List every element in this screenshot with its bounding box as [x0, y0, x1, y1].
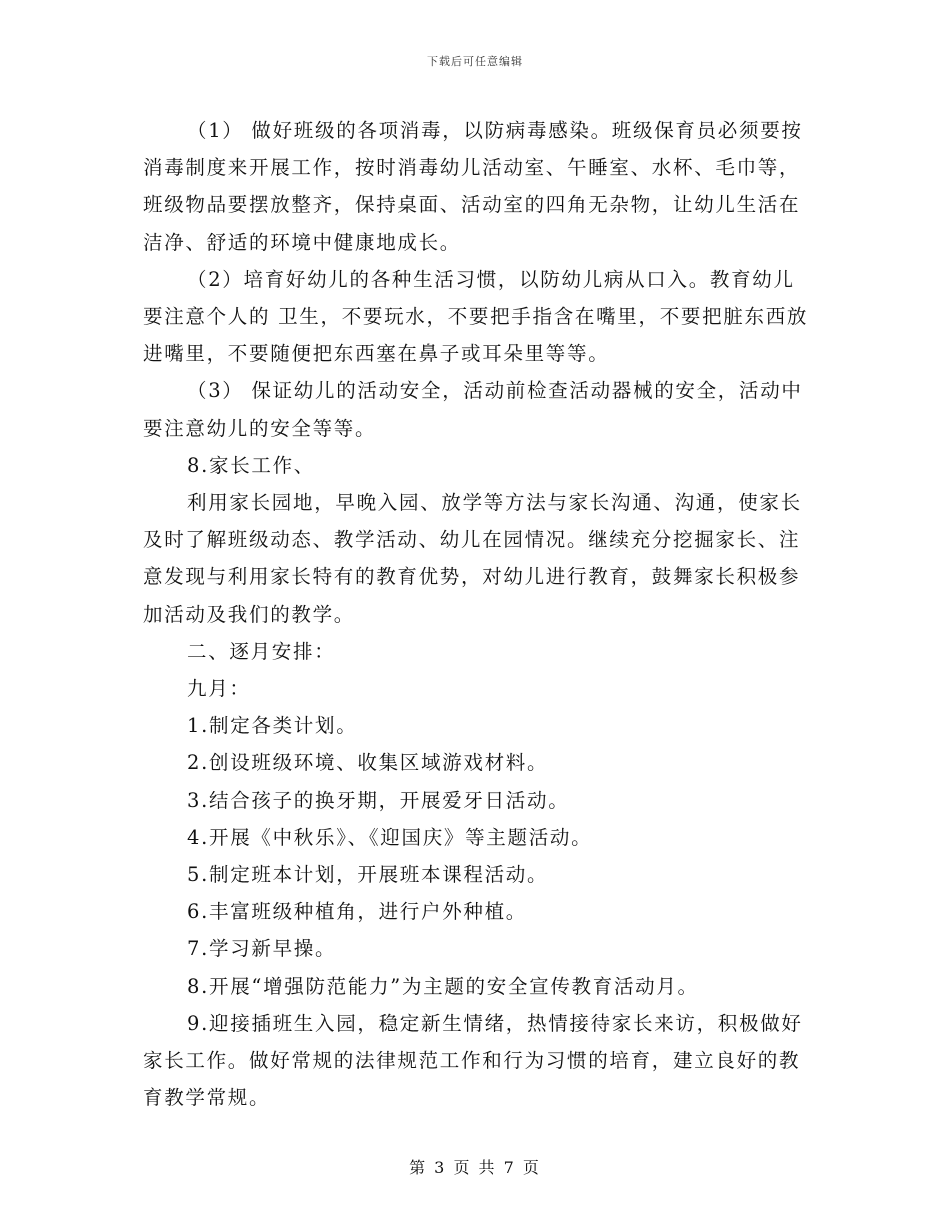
page-header-note: 下载后可任意编辑: [427, 55, 523, 68]
list-item: 9.迎接插班生入园，稳定新生情绪，热情接待家长来访，积极做好家长工作。做好常规的法律规范工作和行为习惯的培育，建立良好的教育教学常规。: [143, 1011, 803, 1110]
list-item: 2.创设班级环境、收集区域游戏材料。: [187, 751, 549, 775]
paragraph-parent-work: 利用家长园地，早晚入园、放学等方法与家长沟通、沟通，使家长及时了解班级动态、教学活动、幼儿在园情况。继续充分挖掘家长、注意发现与利用家长特有的教育优势，对幼儿进行教育，鼓舞家长积极参加活动及我们的教学。: [143, 491, 802, 626]
month-heading-september: 九月：: [187, 677, 251, 701]
list-item: 3.结合孩子的换牙期，开展爱牙日活动。: [187, 788, 570, 812]
list-item: 8.开展“增强防范能力”为主题的安全宣传教育活动月。: [187, 974, 699, 998]
document-body: [143, 112, 809, 1116]
list-item: 6.丰富班级种植角，进行户外种植。: [187, 900, 528, 924]
paragraph-safety: （3） 保证幼儿的活动安全，活动前检查活动器械的安全，活动中要注意幼儿的安全等等。: [143, 379, 803, 440]
paragraph-disinfection: （1） 做好班级的各项消毒，以防病毒感染。班级保育员必须要按消毒制度来开展工作，按时消毒幼儿活动室、午睡室、水杯、毛巾等，班级物品要摆放整齐，保持桌面、活动室的四角无杂物，让幼儿生活在洁净、舒适的环境中健康地成长。: [143, 119, 803, 254]
list-item: 1.制定各类计划。: [187, 714, 358, 738]
section-heading-monthly-plan: 二、逐月安排：: [187, 639, 336, 663]
page-number: 第 3 页 共 7 页: [409, 1158, 541, 1177]
list-item: 4.开展《中秋乐》、《迎国庆》等主题活动。: [187, 825, 593, 849]
section-heading-parent-work: 8.家长工作、: [187, 453, 316, 477]
paragraph-habits: （2）培育好幼儿的各种生活习惯，以防幼儿病从口入。教育幼儿要注意个人的 卫生，不要玩水，不要把手指含在嘴里，不要把脏东西放进嘴里，不要随便把东西塞在鼻子或耳朵里等等。: [143, 267, 809, 366]
list-item: 7.学习新早操。: [187, 937, 337, 961]
list-item: 5.制定班本计划，开展班本课程活动。: [187, 863, 549, 887]
